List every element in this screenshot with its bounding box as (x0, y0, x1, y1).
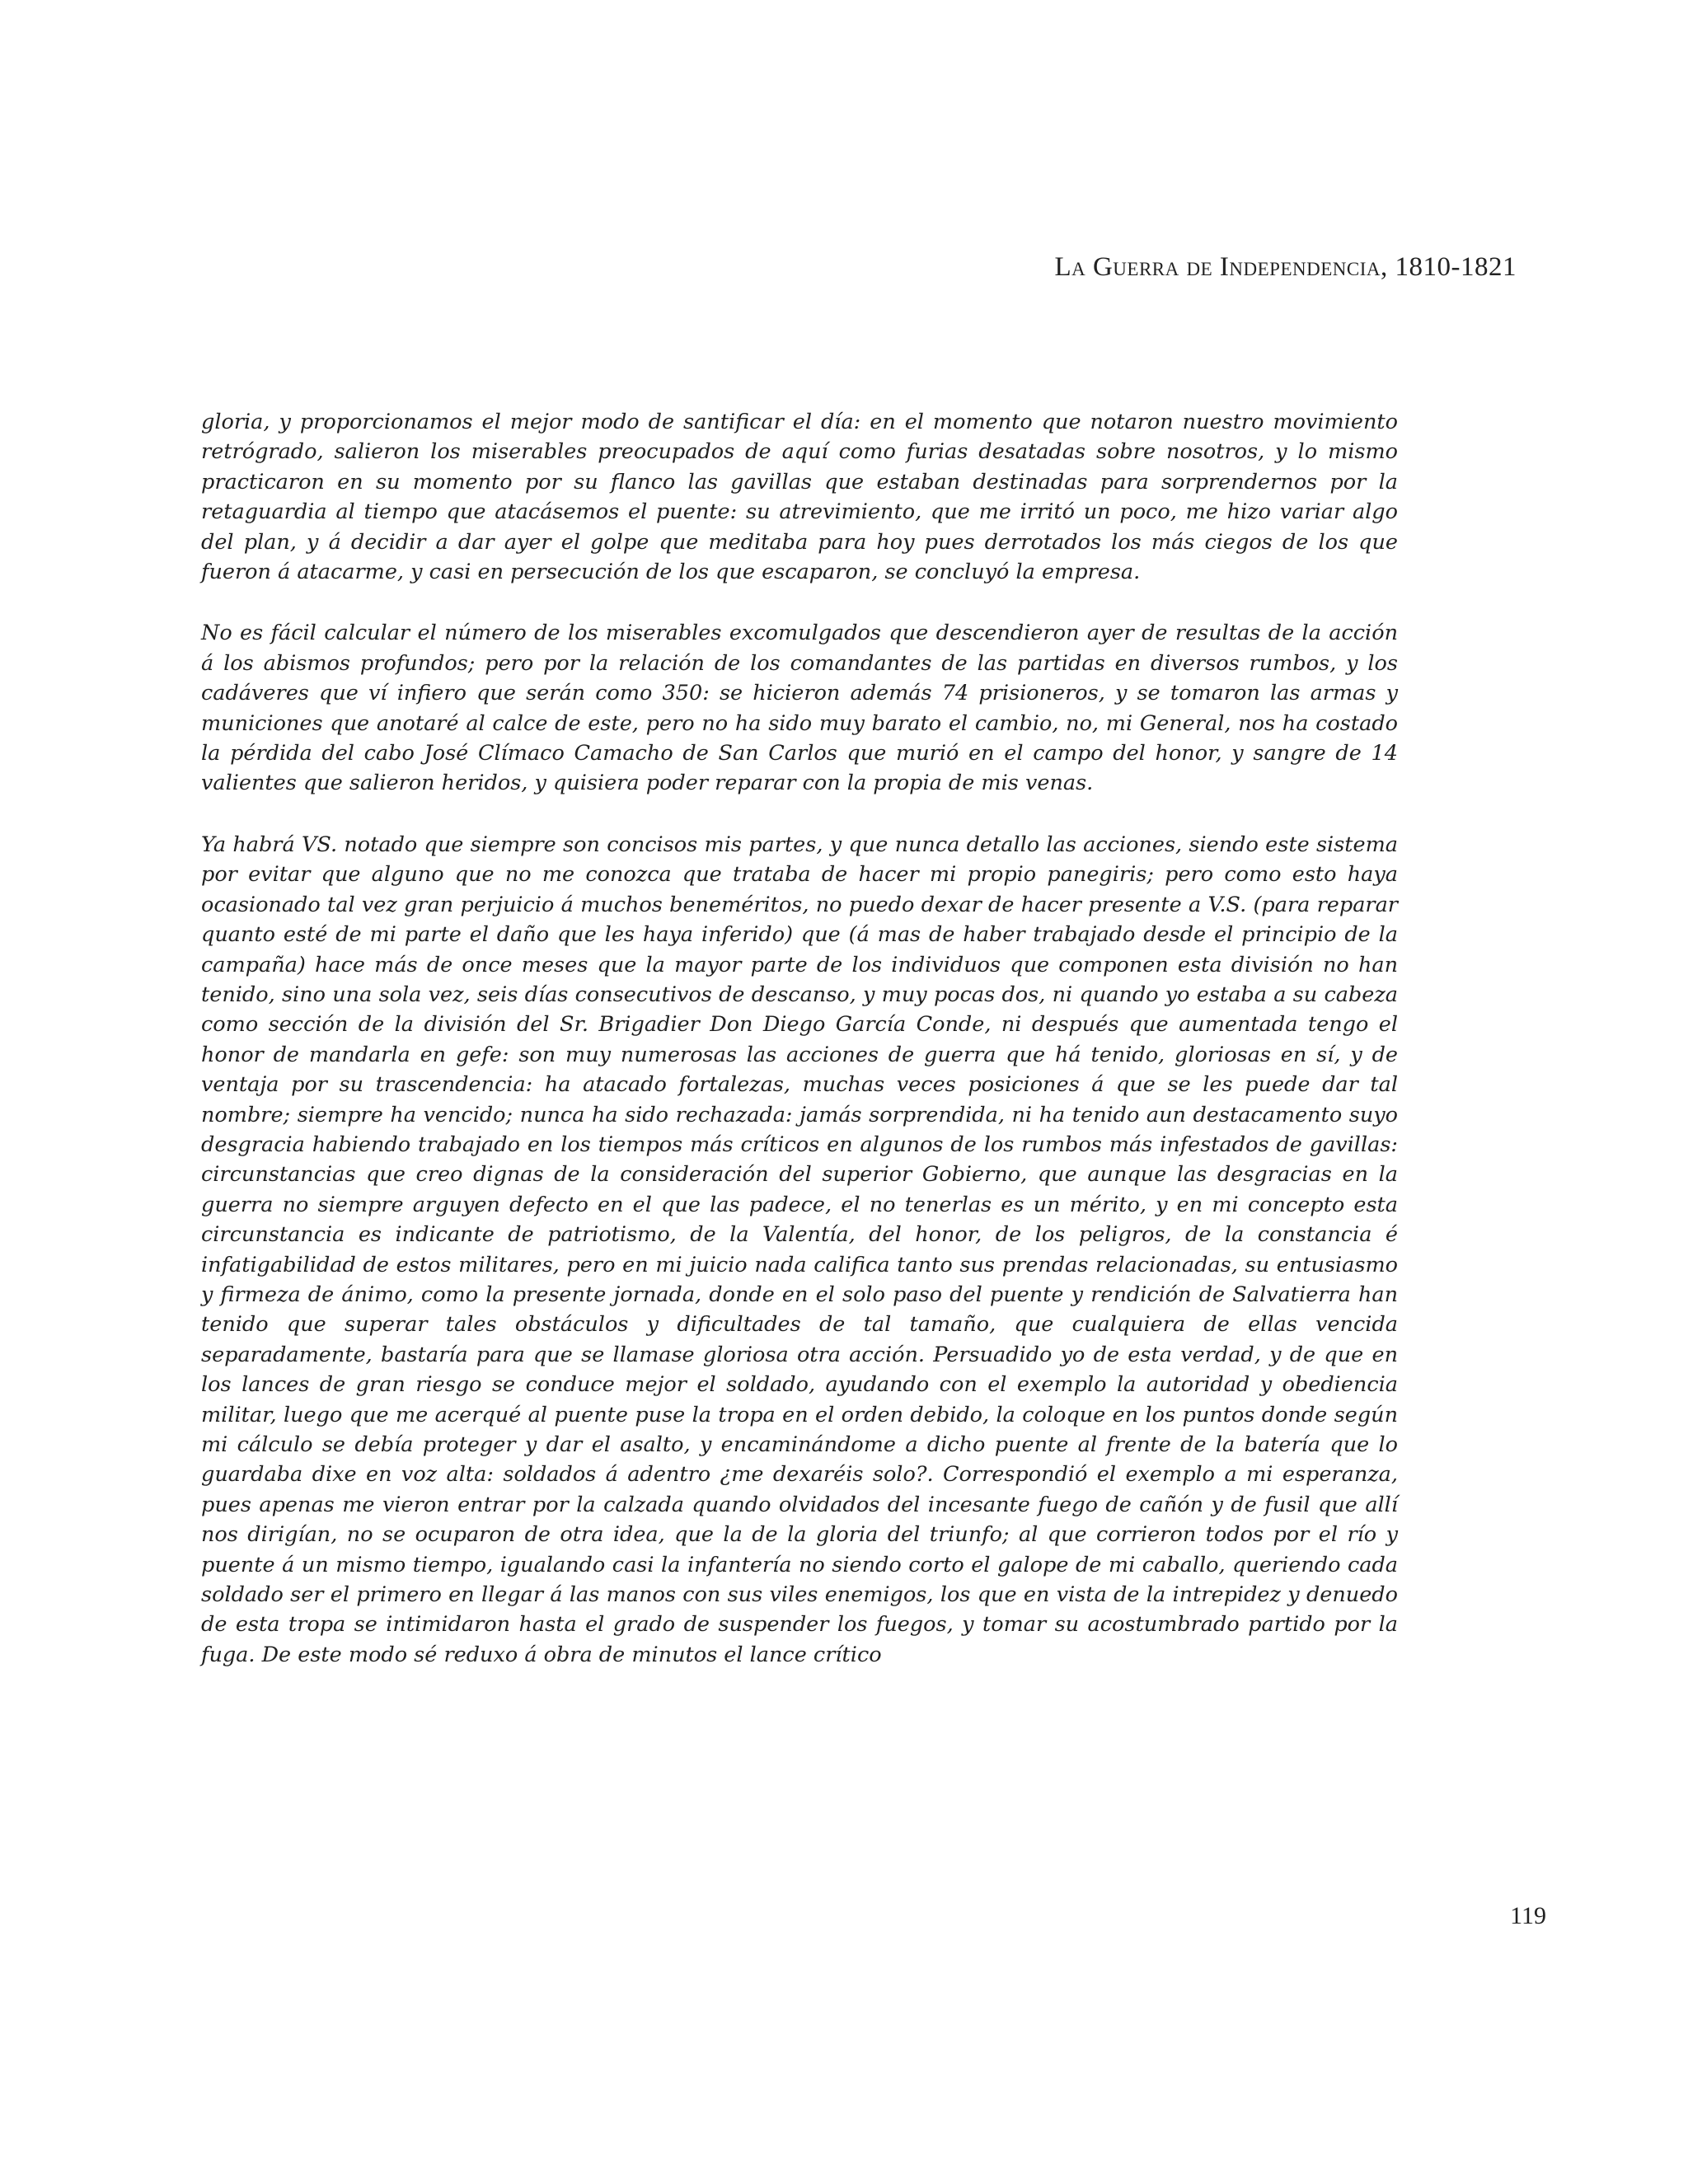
paragraph-1: gloria, y proporcionamos el mejor modo de santificar el día: en el momento que notaron nuestro movimiento retrógrado, salieron los miserables preocupados de aquí como furias desatadas sobre nosotros, y lo mismo practicaron en su momento por su flanco las gavillas que estaban destinadas para sorprendernos por la retaguardia al tiempo que atacásemos el puente: su atrevimiento, que me irritó un poco, me hizo variar algo del plan, y á decidir a dar ayer el golpe que meditaba para hoy pues derrotados los más ciegos de los que fueron á atacarme, y casi en persecución de los que escaparon, se concluyó la empresa. (201, 410, 1398, 585)
paragraph-3: Ya habrá VS. notado que siempre son concisos mis partes, y que nunca detallo las acciones, siendo este sistema por evitar que alguno que no me conozca que trataba de hacer mi propio panegiris; pero como esto haya ocasionado tal vez gran perjuicio á muchos beneméritos, no puedo dexar de hacer presente a V.S. (para reparar quanto esté de mi parte el daño que les haya inferido) que (á mas de haber trabajado desde el principio de la campaña) hace más de once meses que la mayor parte de los individuos que componen esta división no han tenido, sino una sola vez, seis días consecutivos de descanso, y muy pocas dos, ni quando yo estaba a su cabeza como sección de la división del Sr. Brigadier Don Diego García Conde, ni después que aumentada tengo el honor de mandarla en gefe: son muy numerosas las acciones de guerra que há tenido, gloriosas en sí, y de ventaja por su trascendencia: ha atacado fortalezas, muchas veces posiciones á que se les puede dar tal nombre; siempre ha vencido; nunca ha sido rechazada: jamás sorprendida, ni ha tenido aun destacamento suyo desgracia habiendo trabajado en los tiempos más críticos en algunos de los rumbos más infestados de gavillas: circunstancias que creo dignas de la consideración del superior Gobierno, que aunque las desgracias en la guerra no siempre arguyen defecto en el que las padece, el no tenerlas es un mérito, y en mi concepto esta circunstancia es indicante de patriotismo, de la Valentía, del honor, de los peligros, de la constancia é infatigabilidad de estos militares, pero en mi juicio nada califica tanto sus prendas relacionadas, su entusiasmo y firmeza de ánimo, como la presente jornada, donde en el solo paso del puente y rendición de Salvatierra han tenido que superar tales obstáculos y dificultades de tal tamaño, que cualquiera de ellas vencida separadamente, bastaría para que se llamase gloriosa otra acción. Persuadido yo de esta verdad, y de que en los lances de gran riesgo se conduce mejor el soldado, ayudando con el exemplo la autoridad y obediencia militar, luego que me acerqué al puente puse la tropa en el orden debido, la coloque en los puntos donde según mi cálculo se debía proteger y dar el asalto, y encaminándome a dicho puente al frente de la batería que lo guardaba dixe en voz alta: soldados á adentro ¿me dexaréis solo?. Correspondió el exemplo a mi esperanza, pues apenas me vieron entrar por la calzada quando olvidados del incesante fuego de cañón y de fusil que allí nos dirigían, no se ocuparon de otra idea, que la de la gloria del triunfo; al que corrieron todos por el río y puente á un mismo tiempo, igualando casi la infantería no siendo corto el galope de mi caballo, queriendo cada soldado ser el primero en llegar á las manos con sus viles enemigos, los que en vista de la intrepidez y denuedo de esta tropa se intimidaron hasta el grado de suspender los fuegos, y tomar su acostumbrado partido por la fuga. De este modo sé reduxo á obra de minutos el lance crítico (201, 832, 1398, 1667)
running-header: La Guerra de Independencia, 1810-1821 (1054, 252, 1517, 282)
page-number: 119 (1510, 1902, 1546, 1929)
body-text (201, 407, 1398, 1670)
paragraph-2: No es fácil calcular el número de los miserables excomulgados que descendieron ayer de resultas de la acción á los abismos profundos; pero por la relación de los comandantes de las partidas en diversos rumbos, y los cadáveres que ví infiero que serán como 350: se hicieron además 74 prisioneros, y se tomaron las armas y municiones que anotaré al calce de este, pero no ha sido muy barato el cambio, no, mi General, nos ha costado la pérdida del cabo José Clímaco Camacho de San Carlos que murió en el campo del honor, y sangre de 14 valientes que salieron heridos, y quisiera poder reparar con la propia de mis venas. (201, 621, 1398, 796)
